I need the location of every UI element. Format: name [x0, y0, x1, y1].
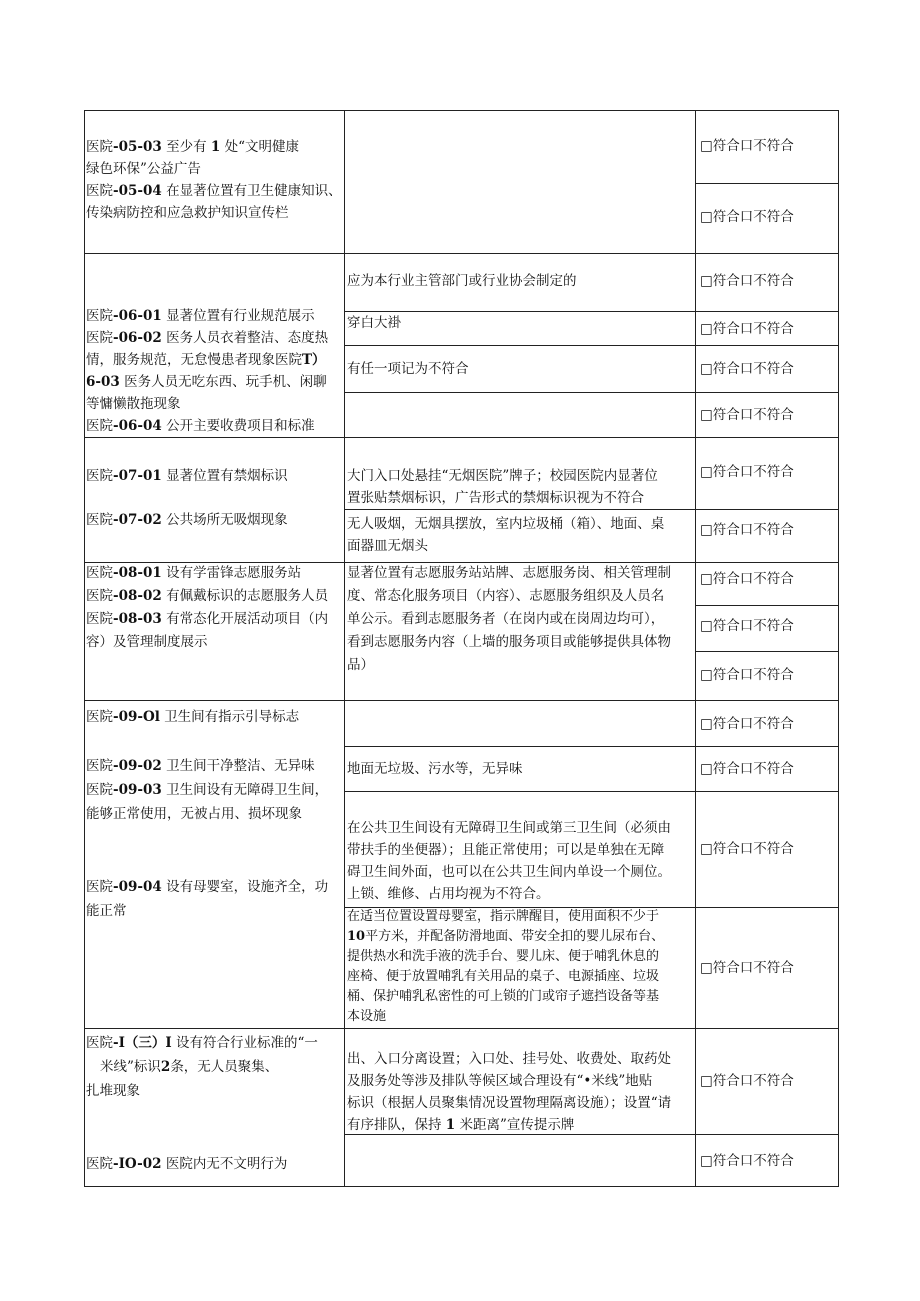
- standard-08-line2: 度、常态化服务项目（内容）、志愿服务组织及人员名: [347, 588, 665, 604]
- check-08-03[interactable]: □符合口不符合: [700, 667, 794, 683]
- standard-06-02: 穿白大褂: [347, 315, 401, 331]
- item-09-02: 医院-09-02 卫生间干净整洁、无异味: [86, 758, 315, 774]
- item-10-02: 医院-IO-02 医院内无不文明行为: [86, 1156, 288, 1172]
- standard-09-04-line1: 在适当位置设置母婴室，指示牌醒目，使用面积不少于: [347, 909, 660, 924]
- standard-07-02-line1: 无人吸烟，无烟具摆放，室内垃圾桶（箱）、地面、桌: [347, 516, 665, 532]
- standard-10-01-line3: 标识（根据人员聚集情况设置物理隔离设施）；设置“请: [347, 1095, 672, 1111]
- check-09-04[interactable]: □符合口不符合: [700, 960, 794, 976]
- item-07-02: 医院-07-02 公共场所无吸烟现象: [86, 512, 288, 528]
- standard-09-03-line3: 碍卫生间外面，也可以在公共卫生间内单设一个厕位。: [347, 864, 671, 880]
- check-07-01[interactable]: □符合口不符合: [700, 464, 794, 480]
- item-05-03: 医院-05-03 至少有 1 处“文明健康: [86, 139, 299, 155]
- standard-08-line4: 看到志愿服务内容（上墙的服务项目或能够提供具体物: [347, 634, 671, 650]
- item-08-03-line2: 容）及管理制度展示: [86, 634, 208, 650]
- check-07-02[interactable]: □符合口不符合: [700, 522, 794, 538]
- item-06-04: 医院-06-04 公开主要收费项目和标准: [86, 418, 315, 434]
- check-08-02[interactable]: □符合口不符合: [700, 618, 794, 634]
- item-05-04: 医院-05-04 在显著位置有卫生健康知识、: [86, 183, 342, 199]
- check-09-03[interactable]: □符合口不符合: [700, 841, 794, 857]
- standard-10-01-line4: 有序排队，保持 1 米距离”宣传提示牌: [347, 1117, 575, 1133]
- check-09-02[interactable]: □符合口不符合: [700, 761, 794, 777]
- check-09-01[interactable]: □符合口不符合: [700, 716, 794, 732]
- item-06-01: 医院-06-01 显著位置有行业规范展示: [86, 308, 315, 324]
- check-05-03[interactable]: □符合口不符合: [700, 138, 794, 154]
- check-08-01[interactable]: □符合口不符合: [700, 571, 794, 587]
- standard-09-04-line6: 本设施: [347, 1009, 387, 1024]
- item-08-02: 医院-08-02 有佩戴标识的志愿服务人员: [86, 588, 329, 604]
- check-06-04[interactable]: □符合口不符合: [700, 407, 794, 423]
- item-06-02-line2: 情，服务规范，无怠慢患者现象医院T）: [86, 352, 326, 368]
- standard-07-01-line2: 置张贴禁烟标识，广告形式的禁烟标识视为不符合: [347, 490, 644, 506]
- item-10-01-line3: 扎堆现象: [86, 1083, 140, 1099]
- standard-07-02-line2: 面器皿无烟头: [347, 538, 428, 554]
- item-10-01: 医院-I（三）I 设有符合行业标准的“一: [86, 1035, 318, 1051]
- standard-07-01-line1: 大门入口处悬挂“无烟医院”牌子；校园医院内显著位: [347, 468, 658, 484]
- standard-09-04-line3: 提供热水和洗手液的洗手台、婴儿床、便于哺乳休息的: [347, 949, 660, 964]
- item-08-01: 医院-08-01 设有学雷锋志愿服务站: [86, 565, 302, 581]
- item-05-03-line2: 绿色环保”公益广告: [86, 161, 201, 177]
- item-09-01: 医院-09-Ol 卫生间有指示引导标志: [86, 709, 300, 725]
- standard-09-04-line2: 10平方米，并配备防滑地面、带安全扣的婴儿尿布台、: [347, 929, 665, 944]
- check-06-03[interactable]: □符合口不符合: [700, 361, 794, 377]
- item-08-03: 医院-08-03 有常态化开展活动项目（内: [86, 611, 329, 627]
- standard-09-04-line4: 座椅、便于放置哺乳有关用品的桌子、电源插座、垃圾: [347, 969, 660, 984]
- item-09-04-line2: 能正常: [86, 903, 127, 919]
- check-05-04[interactable]: □符合口不符合: [700, 209, 794, 225]
- item-07-01: 医院-07-01 显著位置有禁烟标识: [86, 468, 288, 484]
- standard-09-04-line5: 桶、保护哺乳私密性的可上锁的门或帘子遮挡设备等基: [347, 989, 660, 1004]
- item-09-03-line2: 能够正常使用，无被占用、损坏现象: [86, 806, 302, 822]
- standard-08-line1: 显著位置有志愿服务站站牌、志愿服务岗、相关管理制: [347, 565, 671, 581]
- standard-10-01-line2: 及服务处等涉及排队等候区域合理设有“•米线”地贴: [347, 1073, 653, 1089]
- item-06-03: 6-03 医务人员无吃东西、玩手机、闲聊: [86, 374, 327, 390]
- check-06-02[interactable]: □符合口不符合: [700, 321, 794, 337]
- check-10-01[interactable]: □符合口不符合: [700, 1073, 794, 1089]
- standard-06-03: 有任一项记为不符合: [347, 361, 469, 377]
- standard-10-01-line1: 出、入口分离设置；入口处、挂号处、收费处、取药处: [347, 1051, 671, 1067]
- item-09-04: 医院-09-04 设有母婴室，设施齐全，功: [86, 879, 329, 895]
- check-10-02[interactable]: □符合口不符合: [700, 1153, 794, 1169]
- standard-09-03-line4: 上锁、维修、占用均视为不符合。: [347, 886, 550, 902]
- item-06-02: 医院-06-02 医务人员衣着整洁、态度热: [86, 330, 329, 346]
- check-06-01[interactable]: □符合口不符合: [700, 273, 794, 289]
- standard-08-line3: 单公示。看到志愿服务者（在岗内或在岗周边均可），: [347, 611, 665, 627]
- item-09-03: 医院-09-03 卫生间设有无障碍卫生间，: [86, 782, 329, 798]
- item-05-04-line2: 传染病防控和应急救护知识宣传栏: [86, 205, 289, 221]
- standard-08-line5: 品）: [347, 657, 374, 673]
- standard-06-01: 应为本行业主管部门或行业协会制定的: [347, 273, 577, 289]
- standard-09-03-line1: 在公共卫生间设有无障碍卫生间或第三卫生间（必须由: [347, 820, 671, 836]
- item-06-03-line2: 等慵懒散拖现象: [86, 396, 181, 412]
- standard-09-03-line2: 带扶手的坐便器）；且能正常使用；可以是单独在无障: [347, 842, 665, 858]
- item-10-01-line2: 米线”标识2条，无人员聚集、: [100, 1059, 279, 1075]
- standard-09-02: 地面无垃圾、污水等，无异味: [347, 761, 523, 777]
